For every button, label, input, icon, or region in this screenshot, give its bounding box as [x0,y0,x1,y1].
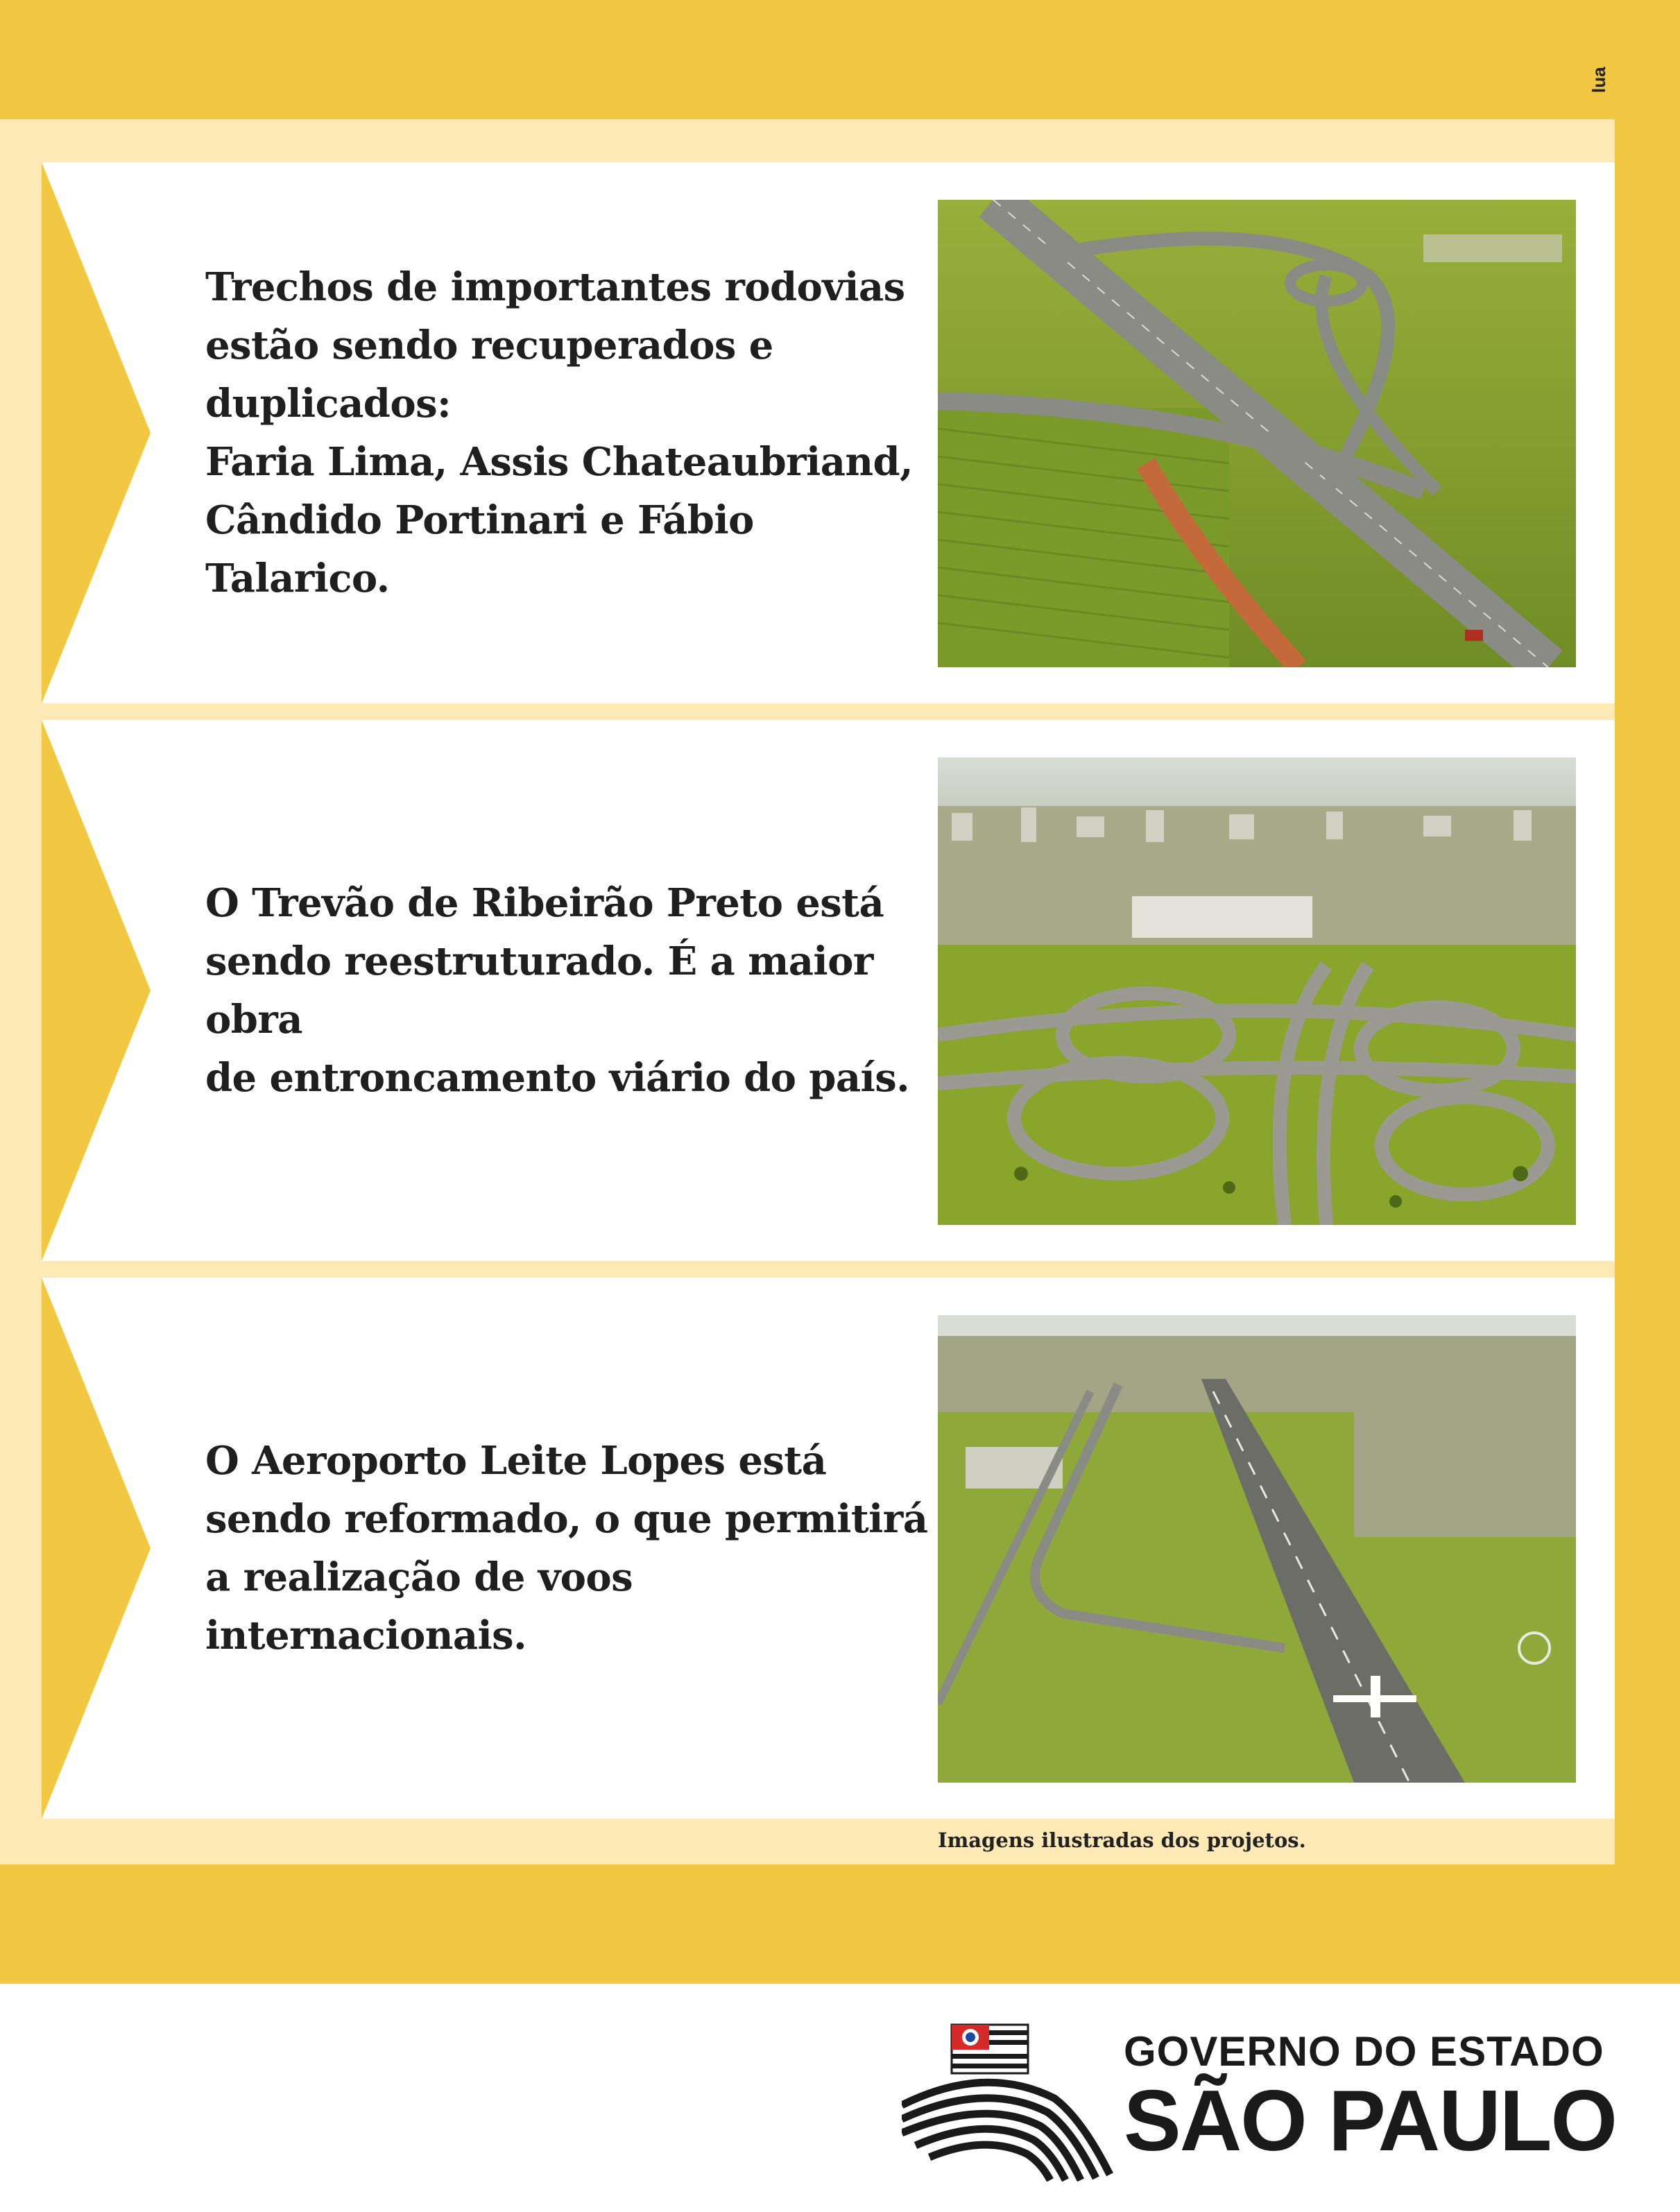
panel-caption: Trechos de importantes rodovias estão sendo recuperados e duplicados: Faria Lima, Assis Chateaubriand, Cândido Portinari e Fábio Talarico. [205,264,913,601]
cloverleaf-interchange-photo [938,757,1576,1225]
logo-governo-text: GOVERNO DO ESTADO [1124,2028,1604,2075]
governo-sao-paulo-logo [902,2015,1623,2181]
panel-trevao [42,720,1615,1261]
logo-sao-paulo-text: SÃO PAULO [1124,2073,1616,2169]
sao-paulo-flag-icon [902,2015,1117,2181]
image-footnote: Imagens ilustradas dos projetos. [938,1828,1306,1852]
panel-caption: O Aeroporto Leite Lopes está sendo reformado, o que permitirá a realização de voos internacionais. [205,1438,928,1658]
panel-airport [42,1278,1615,1819]
airport-runway-photo [938,1315,1576,1783]
agency-mark: lua [1588,67,1609,93]
panel-caption: O Trevão de Ribeirão Preto está sendo reestruturado. É a maior obra de entroncamento viário do país. [205,880,910,1101]
chevron-arrow-icon [42,720,153,1261]
highway-interchange-photo [938,200,1576,667]
chevron-arrow-icon [42,1278,153,1819]
chevron-arrow-icon [42,162,153,703]
panel-highways [42,162,1615,703]
